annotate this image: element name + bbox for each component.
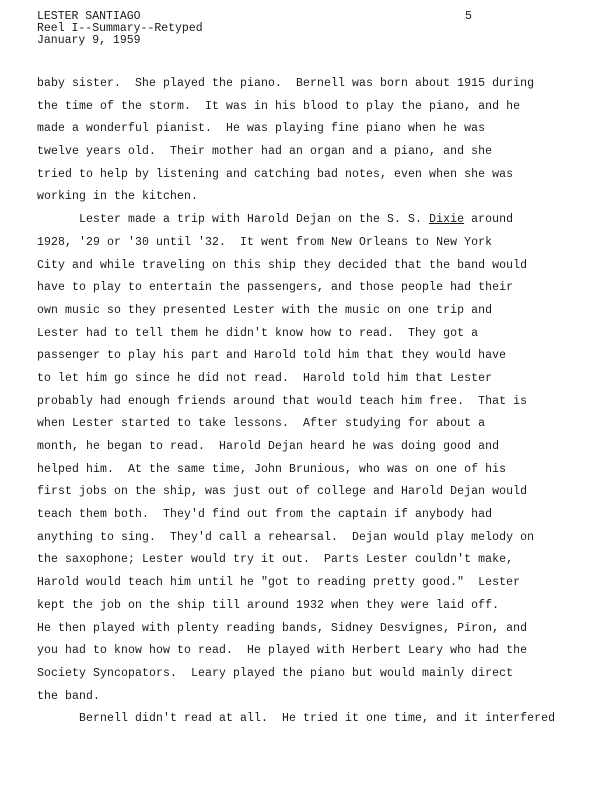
text-line: working in the kitchen. [37, 190, 199, 204]
text-line: Bernell didn't read at all. He tried it one time, and it interfered [37, 712, 556, 726]
text-line: tried to help by listening and catching bad notes, even when she was [37, 167, 514, 181]
text-line: City and while traveling on this ship they decided that the band would [37, 258, 528, 272]
text-line: made a wonderful pianist. He was playing fine piano when he was [37, 122, 486, 136]
ship-name: Dixie [429, 213, 465, 227]
text-line: He then played with plenty reading bands, Sidney Desvignes, Piron, and [37, 621, 528, 635]
text-line: Harold would teach him until he "got to reading pretty good." Lester [37, 576, 521, 590]
text-line: own music so they presented Lester with the music on one trip and [37, 303, 493, 317]
text-line: Society Syncopators. Leary played the piano but would mainly direct [37, 666, 514, 680]
text-line: the time of the storm. It was in his blood to play the piano, and he [37, 99, 521, 113]
text-line: first jobs on the ship, was just out of college and Harold Dejan would [37, 485, 528, 499]
text-line: helped him. At the same time, John Brunious, who was on one of his [37, 462, 507, 476]
text-line: teach them both. They'd find out from the captain if anybody had [37, 508, 493, 522]
text-line: month, he began to read. Harold Dejan heard he was doing good and [37, 440, 500, 453]
header-name: LESTER SANTIAGO [37, 10, 141, 23]
text-line: kept the job on the ship till around 1932 when they were laid off. [37, 598, 500, 612]
text-segment: around [464, 213, 514, 227]
header-reel: Reel I--Summary--Retyped [37, 22, 203, 35]
text-line: Lester had to tell them he didn't know how to read. They got a [37, 326, 479, 340]
text-line: the saxophone; Lester would try it out. Parts Lester couldn't make, [37, 553, 514, 567]
text-line: passenger to play his part and Harold told him that they would have [37, 349, 507, 363]
text-line: anything to sing. They'd call a rehearsal. Dejan would play melody on [37, 530, 535, 544]
page-number: 5 [465, 10, 472, 23]
text-line: to let him go since he did not read. Harold told him that Lester [37, 371, 493, 385]
text-line-with-ship [37, 212, 577, 235]
header-date: January 9, 1959 [37, 34, 141, 47]
text-line: the band. [37, 689, 101, 703]
document-header [37, 11, 203, 47]
document-body [37, 76, 577, 734]
text-line: when Lester started to take lessons. After studying for about a [37, 417, 486, 431]
text-line: have to play to entertain the passengers, and those people had their [37, 281, 514, 295]
text-segment: Lester made a trip with Harold Dejan on the S. S. [37, 213, 430, 227]
text-line: probably had enough friends around that would teach him free. That is [37, 394, 528, 408]
text-line: twelve years old. Their mother had an organ and a piano, and she [37, 145, 493, 159]
text-line: baby sister. She played the piano. Bernell was born about 1915 during [37, 77, 535, 90]
text-line: you had to know how to read. He played with Herbert Leary who had the [37, 644, 528, 658]
text-line: 1928, '29 or '30 until '32. It went from New Orleans to New York [37, 235, 493, 249]
